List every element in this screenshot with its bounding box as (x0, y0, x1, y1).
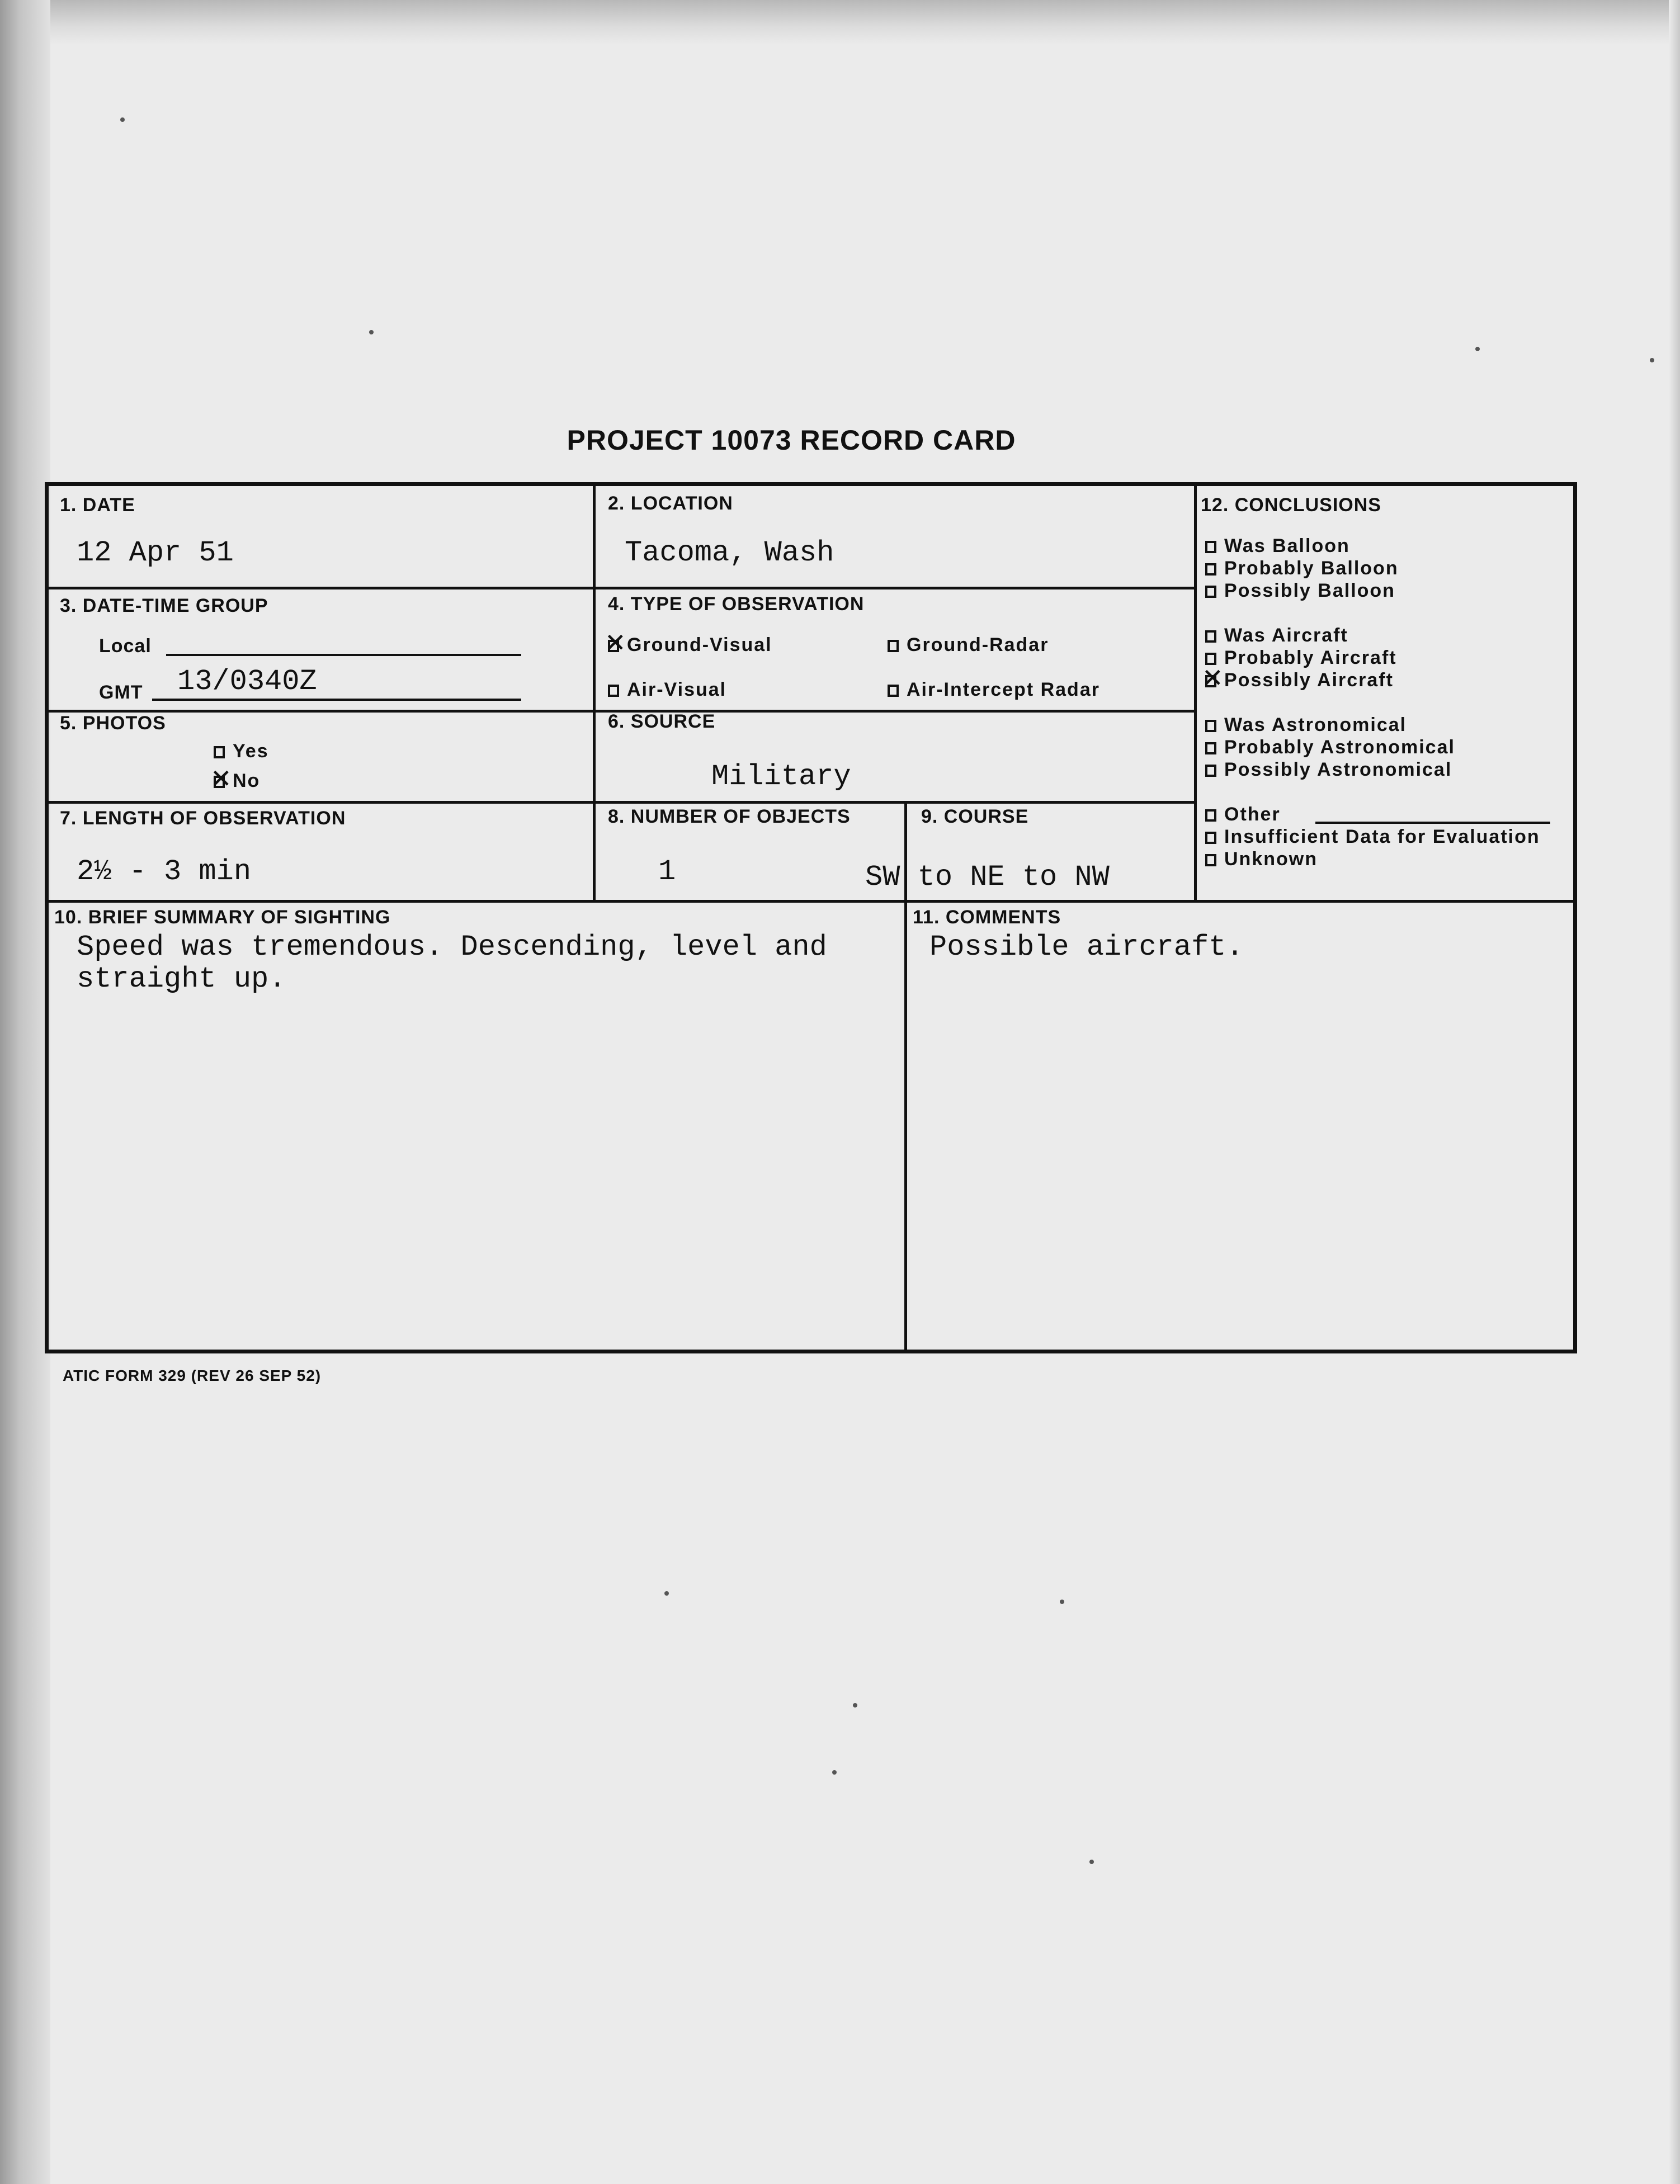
record-card (45, 482, 1577, 1353)
conclusion-unknown[interactable] (1205, 848, 1318, 870)
checkbox-icon (888, 640, 899, 652)
conclusions-label: 12. CONCLUSIONS (1201, 494, 1381, 516)
divider (49, 801, 1194, 804)
option-label: Yes (233, 740, 269, 762)
option-air-intercept-radar[interactable] (888, 679, 1100, 701)
option-air-visual[interactable] (608, 679, 726, 701)
option-label: Probably Astronomical (1224, 737, 1455, 758)
checkbox-icon (214, 746, 225, 758)
summary-line-1: Speed was tremendous. Descending, level and (77, 931, 827, 964)
dust-speck (1089, 1860, 1094, 1864)
photos-yes[interactable] (214, 740, 269, 762)
option-label: Probably Balloon (1224, 558, 1399, 579)
checkbox-icon (1205, 675, 1216, 687)
checkbox-icon (1205, 854, 1216, 866)
option-label: Was Astronomical (1224, 714, 1407, 735)
option-ground-radar[interactable] (888, 634, 1049, 656)
checkbox-icon (214, 776, 225, 788)
checkbox-icon (1205, 586, 1216, 598)
conclusion-insufficient-data[interactable] (1205, 826, 1540, 848)
conclusion-probably-aircraft[interactable] (1205, 647, 1397, 669)
source-label: 6. SOURCE (608, 711, 716, 732)
option-label: Other (1224, 804, 1281, 825)
objects-label: 8. NUMBER OF OBJECTS (608, 806, 851, 827)
scan-edge-left (0, 0, 50, 2184)
local-underline (166, 654, 521, 656)
option-label: Ground-Radar (907, 634, 1049, 655)
scan-edge-right (1669, 0, 1680, 2184)
conclusion-was-aircraft[interactable] (1205, 625, 1348, 647)
checkbox-icon (1205, 765, 1216, 777)
option-label: Was Balloon (1224, 535, 1350, 556)
checkbox-icon (608, 685, 619, 697)
conclusion-possibly-balloon[interactable] (1205, 580, 1395, 602)
photos-label: 5. PHOTOS (60, 713, 166, 734)
other-underline (1315, 822, 1550, 824)
divider (593, 486, 596, 900)
local-label: Local (99, 635, 152, 657)
option-label: Insufficient Data for Evaluation (1224, 826, 1540, 847)
dust-speck (664, 1591, 669, 1596)
conclusion-other[interactable] (1205, 804, 1281, 826)
form-footer: ATIC FORM 329 (REV 26 SEP 52) (63, 1367, 322, 1384)
dust-speck (1650, 358, 1654, 362)
conclusion-was-astronomical[interactable] (1205, 714, 1407, 736)
option-label: Possibly Aircraft (1224, 669, 1394, 691)
checkbox-icon (1205, 630, 1216, 643)
option-label: Unknown (1224, 848, 1318, 870)
dust-speck (1475, 347, 1480, 351)
option-label: Probably Aircraft (1224, 647, 1397, 668)
option-label: Air-Visual (627, 679, 727, 700)
length-label: 7. LENGTH OF OBSERVATION (60, 808, 346, 829)
option-label: Possibly Balloon (1224, 580, 1395, 601)
date-label: 1. DATE (60, 494, 135, 516)
checkbox-icon (1205, 809, 1216, 822)
photos-no[interactable] (214, 770, 260, 792)
dust-speck (832, 1770, 837, 1775)
dust-speck (120, 117, 125, 122)
conclusion-was-balloon[interactable] (1205, 535, 1350, 557)
option-label: Was Aircraft (1224, 625, 1348, 646)
checkbox-icon (1205, 720, 1216, 732)
divider (1194, 486, 1197, 900)
location-value: Tacoma, Wash (625, 536, 834, 569)
checkbox-icon (1205, 541, 1216, 553)
comments-label: 11. COMMENTS (913, 907, 1061, 928)
date-time-group-label: 3. DATE-TIME GROUP (60, 595, 268, 616)
option-label: Air-Intercept Radar (907, 679, 1100, 700)
comments-value: Possible aircraft. (929, 931, 1244, 964)
divider (49, 900, 1577, 903)
course-value: SW to NE to NW (865, 861, 1110, 894)
date-value: 12 Apr 51 (77, 536, 234, 569)
conclusion-probably-balloon[interactable] (1205, 558, 1399, 579)
divider (49, 587, 1194, 589)
summary-line-2: straight up. (77, 963, 286, 996)
checkbox-icon (608, 640, 619, 652)
card-title: PROJECT 10073 RECORD CARD (567, 424, 1016, 456)
conclusion-possibly-astronomical[interactable] (1205, 759, 1452, 781)
checkbox-icon (1205, 563, 1216, 576)
checkbox-icon (1205, 832, 1216, 844)
dust-speck (369, 330, 374, 334)
conclusion-probably-astronomical[interactable] (1205, 737, 1455, 758)
gmt-underline (152, 699, 521, 701)
dust-speck (853, 1703, 857, 1707)
option-label: Possibly Astronomical (1224, 759, 1452, 780)
conclusion-possibly-aircraft[interactable] (1205, 669, 1394, 691)
gmt-value: 13/0340Z (177, 665, 317, 698)
scan-edge-top (0, 0, 1680, 45)
source-value: Military (711, 760, 851, 793)
checkbox-icon (888, 685, 899, 697)
location-label: 2. LOCATION (608, 493, 733, 514)
checkbox-icon (1205, 742, 1216, 754)
objects-value: 1 (658, 855, 676, 888)
dust-speck (1060, 1600, 1064, 1604)
summary-label: 10. BRIEF SUMMARY OF SIGHTING (54, 907, 391, 928)
gmt-label: GMT (99, 682, 143, 703)
length-value: 2½ - 3 min (77, 855, 252, 888)
option-label: No (233, 770, 261, 791)
option-ground-visual[interactable] (608, 634, 772, 656)
option-label: Ground-Visual (627, 634, 772, 655)
observation-type-label: 4. TYPE OF OBSERVATION (608, 593, 865, 615)
course-label: 9. COURSE (921, 806, 1029, 827)
